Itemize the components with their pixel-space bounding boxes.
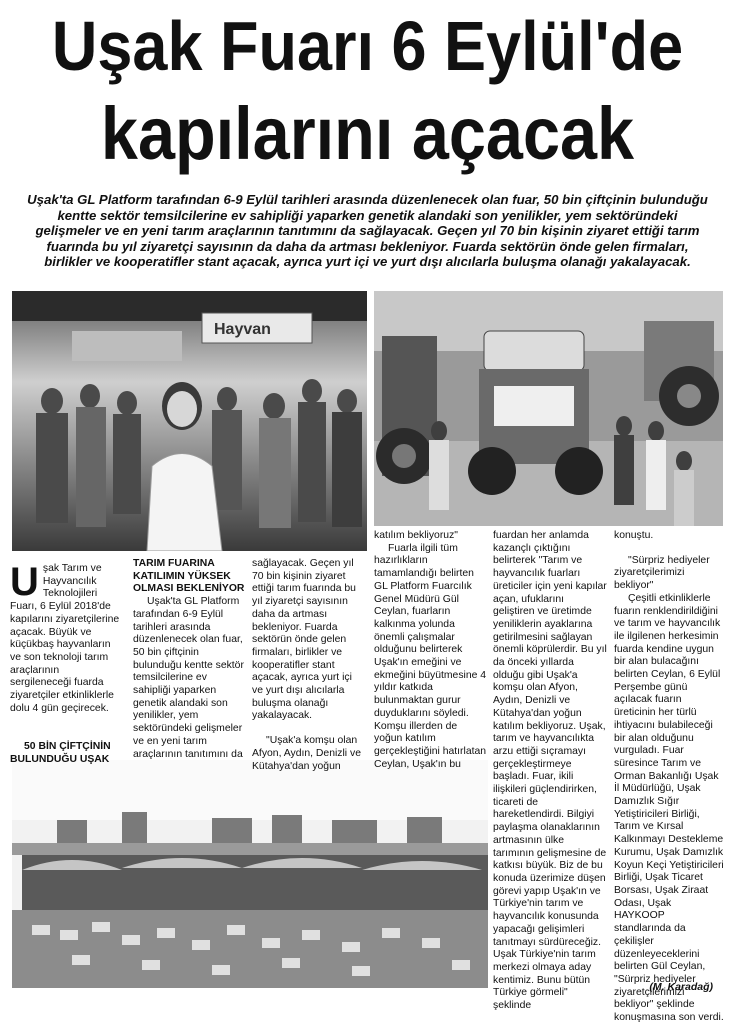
column-1-paragraph: şak Tarım ve Hayvancılık Teknolojileri Fuarı, 6 Eylül 2018'de kapılarını ziyaretçilerine açacak. Büyük ve küçükbaş hayvanların ve son teknoloji tarım araçlarının sergileneceği fuarda ziyaretçiler etkinliklerle dolu 4 gün geçirecek.: [10, 563, 120, 714]
photo-fair-crowd: [12, 291, 367, 551]
column-6-quote-heading: "Sürpriz hediyeler ziyaretçilerimizi bekliyor": [614, 554, 710, 592]
drop-cap: U: [10, 560, 39, 604]
photo-sign-text: Hayvan: [214, 321, 271, 338]
photo-fair-crowd-image: [12, 291, 367, 551]
subheading-tarim-fuarina: TARIM FUARINA KATILIMIN YÜKSEK OLMASI BEKLENİYOR: [133, 558, 245, 595]
article-column-5: [493, 530, 607, 1013]
column-3-paragraph-1: sağlayacak. Geçen yıl 70 bin kişinin ziyaret ettiği tarım fuarında bu yıl ziyaretçi sayısının daha da artması bekleniyor. Fuarda sektörün önde gelen firmaları, birlikler ve kooperatifler stant açacak, ayrıca yurt içi ve yurt dışı alıcılarla buluşma olanağı yakalayacak.: [252, 558, 356, 722]
lead-paragraph: Uşak'ta GL Platform tarafından 6-9 Eylül tarihleri arasında düzenlenecek olan fuar, 50 bin çiftçinin bulunduğu kentte sektör temsilcilerine ev sahipliği yaparken genetik alandaki son yenilikler, yem sektöründeki gelişmeler ve en yeni tarım araçlarının tanıtımını da sağlayacak. Geçen yıl 70 bin kişinin ziyaret ettiği tarım fuarında bu yıl ziyaretçi sayısının da daha da artması bekleniyor. Fuarda sektörün önde gelen firmaları, birlikler ve kooperatifler stant açacak, ayrıca yurt içi ve yurt dışı alıcılarla buluşma olanağı yakalayacak.: [27, 192, 708, 270]
photo-fairgrounds: [12, 760, 488, 988]
column-6-paragraph-2: Çeşitli etkinliklerle fuarın renklendirildiğini ve tarım ve hayvancılık ile ilgilenen herkesimin fuarda kendine uygun bir alan bulacağını belirten Ceylan, 6 Eylül Perşembe günü açılacak fuarın üreticinin her türlü ihtiyacını bulabileceği bir alan olduğunu vurguladı. Fuar süresince Tarım ve Orman Bakanlığı Uşak İl Müdürlüğü, Uşak Damızlık Sığır Yetiştiricileri Birliği, Tarım ve Kırsal Kalkınmayı Destekleme Kurumu, Uşak Damızlık Koyun Keçi Yetiştiricileri Birliği, Uşak Ticaret Borsası, Uşak Ziraat Odası, Uşak HAYKOOP standlarında da çekilişler düzenleyeceklerini belirten Gül Ceylan, "Sürpriz hediyeler ziyaretçilerimizi bekliyor" şeklinde konuşmasına son verdi.: [614, 592, 724, 1024]
headline-line-1: Uşak Fuarı 6 Eylül'de: [51, 7, 684, 85]
article-column-4: [374, 530, 487, 771]
subheading-50-bin: 50 BİN ÇİFTÇİNİN BULUNDUĞU UŞAK: [10, 741, 111, 766]
photo-tractors: [374, 291, 723, 526]
column-4-paragraph-2: Fuarla ilgili tüm hazırlıkların tamamlandığı belirten GL Platform Fuarcılık Genel Müdürü Gül Ceylan, fuarların kalkınma yolunda önemli çalışmalar olduğunu belirterek Uşak'ın emeğini ve ekmeğini büyütmesine 4 yıldır katkıda bulunmaktan gurur duyduklarını söyledi. Komşu illerden de yoğun katılım gerçekleştiğini hatırlatan Ceylan, Uşak'ın bu: [374, 542, 487, 770]
column-4-paragraph-1: katılım bekliyoruz": [374, 530, 458, 541]
column-2-paragraph: Uşak'ta GL Platform tarafından 6-9 Eylül tarihleri arasında düzenlenecek olan fuar, 50 bin çiftçinin bulunduğu kentte sektör temsilcilerine ev sahipliği yaparken genetik alandaki son yenilikler, yem sektöründeki gelişmeler ve en yeni tarım araçlarının tanıtımını da: [133, 596, 244, 760]
headline-line-2: kapılarını açacak: [100, 92, 635, 175]
photo-fairgrounds-image: [12, 760, 488, 988]
article-column-6: [614, 530, 724, 1025]
byline: (M. Karadağ): [649, 981, 713, 993]
column-5-paragraph: fuardan her anlamda kazançlı çıktığını belirterek "Tarım ve hayvancılık fuarları üreticiler için yeni kapılar açan, ufuklarını geliştiren ve üretimde yeniliklerin ayaklarına getirilmesini sağlayan önemli köprülerdir. Bu yıl da önceki yıllarda olduğu gibi Uşak'a komşu olan Afyon, Aydın, Denizli ve Kütahya'dan yoğun katılım bekliyoruz. Uşak, tarım ve hayvancılıkta arzu ettiği sıçramayı gerçekleştirmeye başladı. Fuar, ikili ilişkileri güçlendirirken, ticareti de hareketlendirdi. Bilgiyi paylaşma olanaklarının artmasının ülke tarımının gelişmesine de katkısı büyük. Biz de bu konuda üzerimize düşen görevi yapıp Uşak'ın ve Türkiye'nin tarım ve hayvancılık konusunda yapacağı gelişimleri tanıtmayı sürdüreceğiz. Uşak Türkiye'nin tarım merkezi olmaya aday kentimiz. Bunu bütün Türkiye görmeli" şeklinde: [493, 530, 607, 1012]
column-3-paragraph-2: "Uşak'a komşu olan Afyon, Aydın, Denizli ve Kütahya'dan yoğun: [252, 735, 361, 772]
article-column-1: [10, 560, 123, 767]
article-column-3: [252, 558, 364, 773]
article-column-2: [133, 558, 247, 761]
photo-tractors-image: [374, 291, 723, 526]
column-6-paragraph-1: konuştu.: [614, 530, 654, 541]
